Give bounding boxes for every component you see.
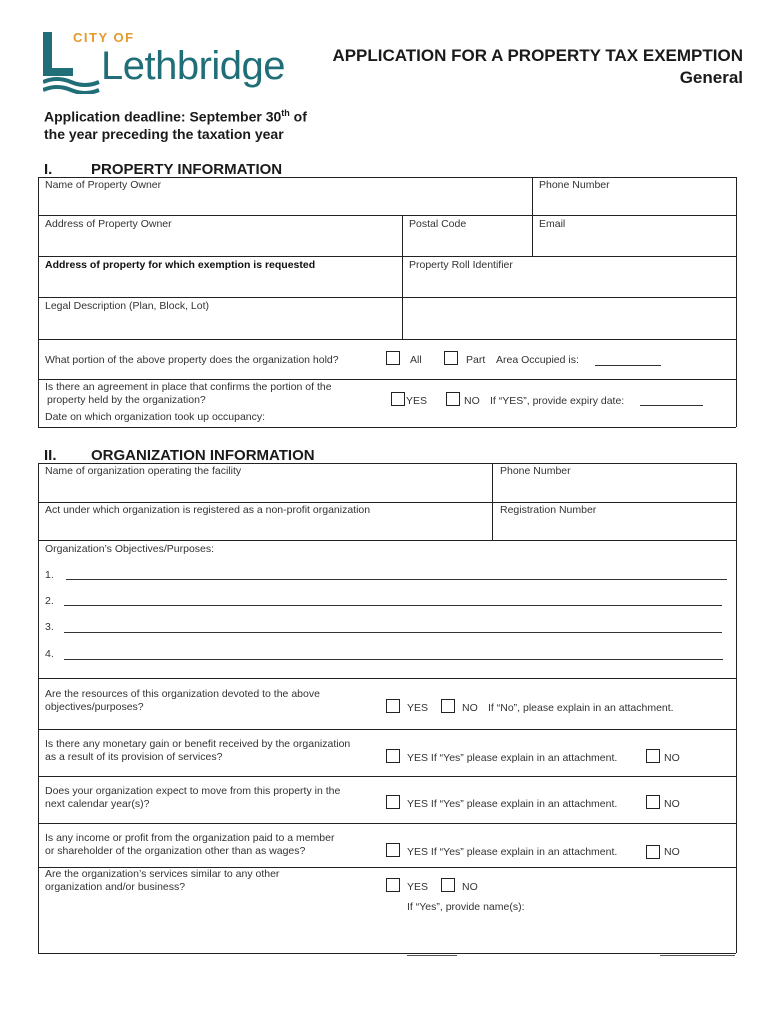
agreement-no-label: NO (464, 395, 480, 407)
portion-part-checkbox[interactable] (444, 351, 458, 365)
agreement-question-line2: property held by the organization? (47, 394, 206, 406)
agreement-question-line1: Is there an agreement in place that confirms the portion of the (45, 381, 332, 393)
s2-left-border (38, 463, 39, 953)
income-no-label: NO (664, 846, 680, 858)
email-field[interactable]: Email (539, 218, 566, 230)
portion-all-checkbox[interactable] (386, 351, 400, 365)
s2-row-line (38, 823, 736, 824)
income-yes-checkbox[interactable] (386, 843, 400, 857)
similar-yes-checkbox[interactable] (386, 878, 400, 892)
s2-right-border (736, 463, 737, 953)
city-logo (43, 30, 308, 96)
s2-row-line (38, 502, 736, 503)
resources-question-line2: objectives/purposes? (45, 701, 144, 713)
area-occupied-label: Area Occupied is: (496, 354, 579, 366)
deadline-text: Application deadline: September 30 (44, 108, 282, 125)
legal-description-field[interactable]: Legal Description (Plan, Block, Lot) (45, 300, 209, 312)
agreement-yes-checkbox[interactable] (391, 392, 405, 406)
income-no-checkbox[interactable] (646, 845, 660, 859)
section1-title: PROPERTY INFORMATION (91, 161, 283, 178)
resources-question-line1: Are the resources of this organization devoted to the above (45, 688, 320, 700)
occupancy-date-field[interactable]: Date on which organization took up occupancy: (45, 411, 266, 423)
roll-identifier-field[interactable]: Property Roll Identifier (409, 259, 513, 271)
income-question-line1: Is any income or profit from the organization paid to a member (45, 832, 335, 844)
org-phone-field[interactable]: Phone Number (500, 465, 571, 477)
s1-bottom-border (38, 427, 736, 428)
objective-number: 3. (45, 621, 54, 633)
owner-address-field[interactable]: Address of Property Owner (45, 218, 172, 230)
monetary-yes-label: YES If “Yes” please explain in an attachment. (407, 752, 618, 764)
s1-row-line (38, 339, 736, 340)
move-yes-label: YES If “Yes” please explain in an attachment. (407, 798, 618, 810)
expiry-date-input[interactable] (640, 405, 703, 406)
income-question-line2: or shareholder of the organization other than as wages? (45, 845, 306, 857)
s2-row-line (38, 540, 736, 541)
move-question-line2: next calendar year(s)? (45, 798, 150, 810)
similar-names-label: If “Yes”, provide name(s): (407, 901, 525, 913)
monetary-no-checkbox[interactable] (646, 749, 660, 763)
s2-top-border (38, 463, 736, 464)
objective-input[interactable] (64, 605, 722, 606)
monetary-question-line2: as a result of its provision of services? (45, 751, 223, 763)
deadline-line2: the year preceding the taxation year (44, 126, 284, 142)
section1-number: I. (44, 161, 53, 178)
portion-all-label: All (410, 354, 422, 366)
form-subtitle: General (679, 68, 743, 87)
s1-col-line (402, 215, 403, 256)
postal-code-field[interactable]: Postal Code (409, 218, 467, 230)
s2-row-line (38, 678, 736, 679)
deadline-line1 (44, 108, 307, 125)
s1-row-line (38, 256, 736, 257)
similar-question-line2: organization and/or business? (45, 881, 186, 893)
monetary-yes-checkbox[interactable] (386, 749, 400, 763)
objective-number: 1. (45, 569, 54, 581)
s1-top-border (38, 177, 736, 178)
portion-part-label: Part (466, 354, 486, 366)
s2-row-line (38, 776, 736, 777)
non-profit-act-field[interactable]: Act under which organization is registered as a non-profit organization (45, 504, 371, 516)
agreement-yes-label: YES (406, 395, 428, 407)
s2-row-line (38, 729, 736, 730)
similar-question-line1: Are the organization’s services similar to any other (45, 868, 280, 880)
monetary-question-line1: Is there any monetary gain or benefit received by the organization (45, 738, 351, 750)
expiry-date-label: If “YES”, provide expiry date: (490, 395, 625, 407)
resources-yes-checkbox[interactable] (386, 699, 400, 713)
form-title: APPLICATION FOR A PROPERTY TAX EXEMPTION (332, 46, 743, 65)
logo-lethbridge: Lethbridge (101, 44, 286, 88)
s1-row-line (38, 297, 736, 298)
objective-number: 4. (45, 648, 54, 660)
objectives-label: Organization’s Objectives/Purposes: (45, 543, 215, 555)
section2-title: ORGANIZATION INFORMATION (91, 447, 315, 464)
deadline-sup: th (281, 108, 290, 118)
resources-note: If “No”, please explain in an attachment. (488, 702, 674, 714)
logo-city-of: CITY OF (73, 30, 135, 45)
move-no-label: NO (664, 798, 680, 810)
similar-names-input[interactable] (404, 915, 734, 953)
section2-number: II. (44, 447, 57, 464)
similar-yes-label: YES (407, 881, 429, 893)
registration-number-field[interactable]: Registration Number (500, 504, 597, 516)
resources-no-checkbox[interactable] (441, 699, 455, 713)
bottom-tick (660, 955, 735, 956)
agreement-no-checkbox[interactable] (446, 392, 460, 406)
income-yes-label: YES If “Yes” please explain in an attachment. (407, 846, 618, 858)
owner-name-field[interactable]: Name of Property Owner (45, 179, 162, 191)
objective-number: 2. (45, 595, 54, 607)
resources-yes-label: YES (407, 702, 429, 714)
move-no-checkbox[interactable] (646, 795, 660, 809)
resources-no-label: NO (462, 702, 478, 714)
deadline-of: of (289, 108, 307, 125)
s1-right-border (736, 177, 737, 427)
s1-col-line (402, 256, 403, 339)
property-address-field[interactable]: Address of property for which exemption is requested (45, 259, 316, 271)
move-question-line1: Does your organization expect to move from this property in the (45, 785, 341, 797)
s1-col-line (532, 177, 533, 256)
s2-bottom-border (38, 953, 736, 954)
move-yes-checkbox[interactable] (386, 795, 400, 809)
similar-no-label: NO (462, 881, 478, 893)
objective-input[interactable] (64, 659, 723, 660)
monetary-no-label: NO (664, 752, 680, 764)
portion-question: What portion of the above property does the organization hold? (45, 354, 339, 366)
objective-input[interactable] (66, 579, 727, 580)
s2-col-line (492, 463, 493, 540)
objective-input[interactable] (64, 632, 722, 633)
s1-row-line (38, 379, 736, 380)
bottom-tick (407, 955, 457, 956)
area-occupied-input[interactable] (595, 365, 661, 366)
owner-phone-field[interactable]: Phone Number (539, 179, 610, 191)
s1-row-line (38, 215, 736, 216)
similar-no-checkbox[interactable] (441, 878, 455, 892)
org-name-field[interactable]: Name of organization operating the facility (45, 465, 242, 477)
